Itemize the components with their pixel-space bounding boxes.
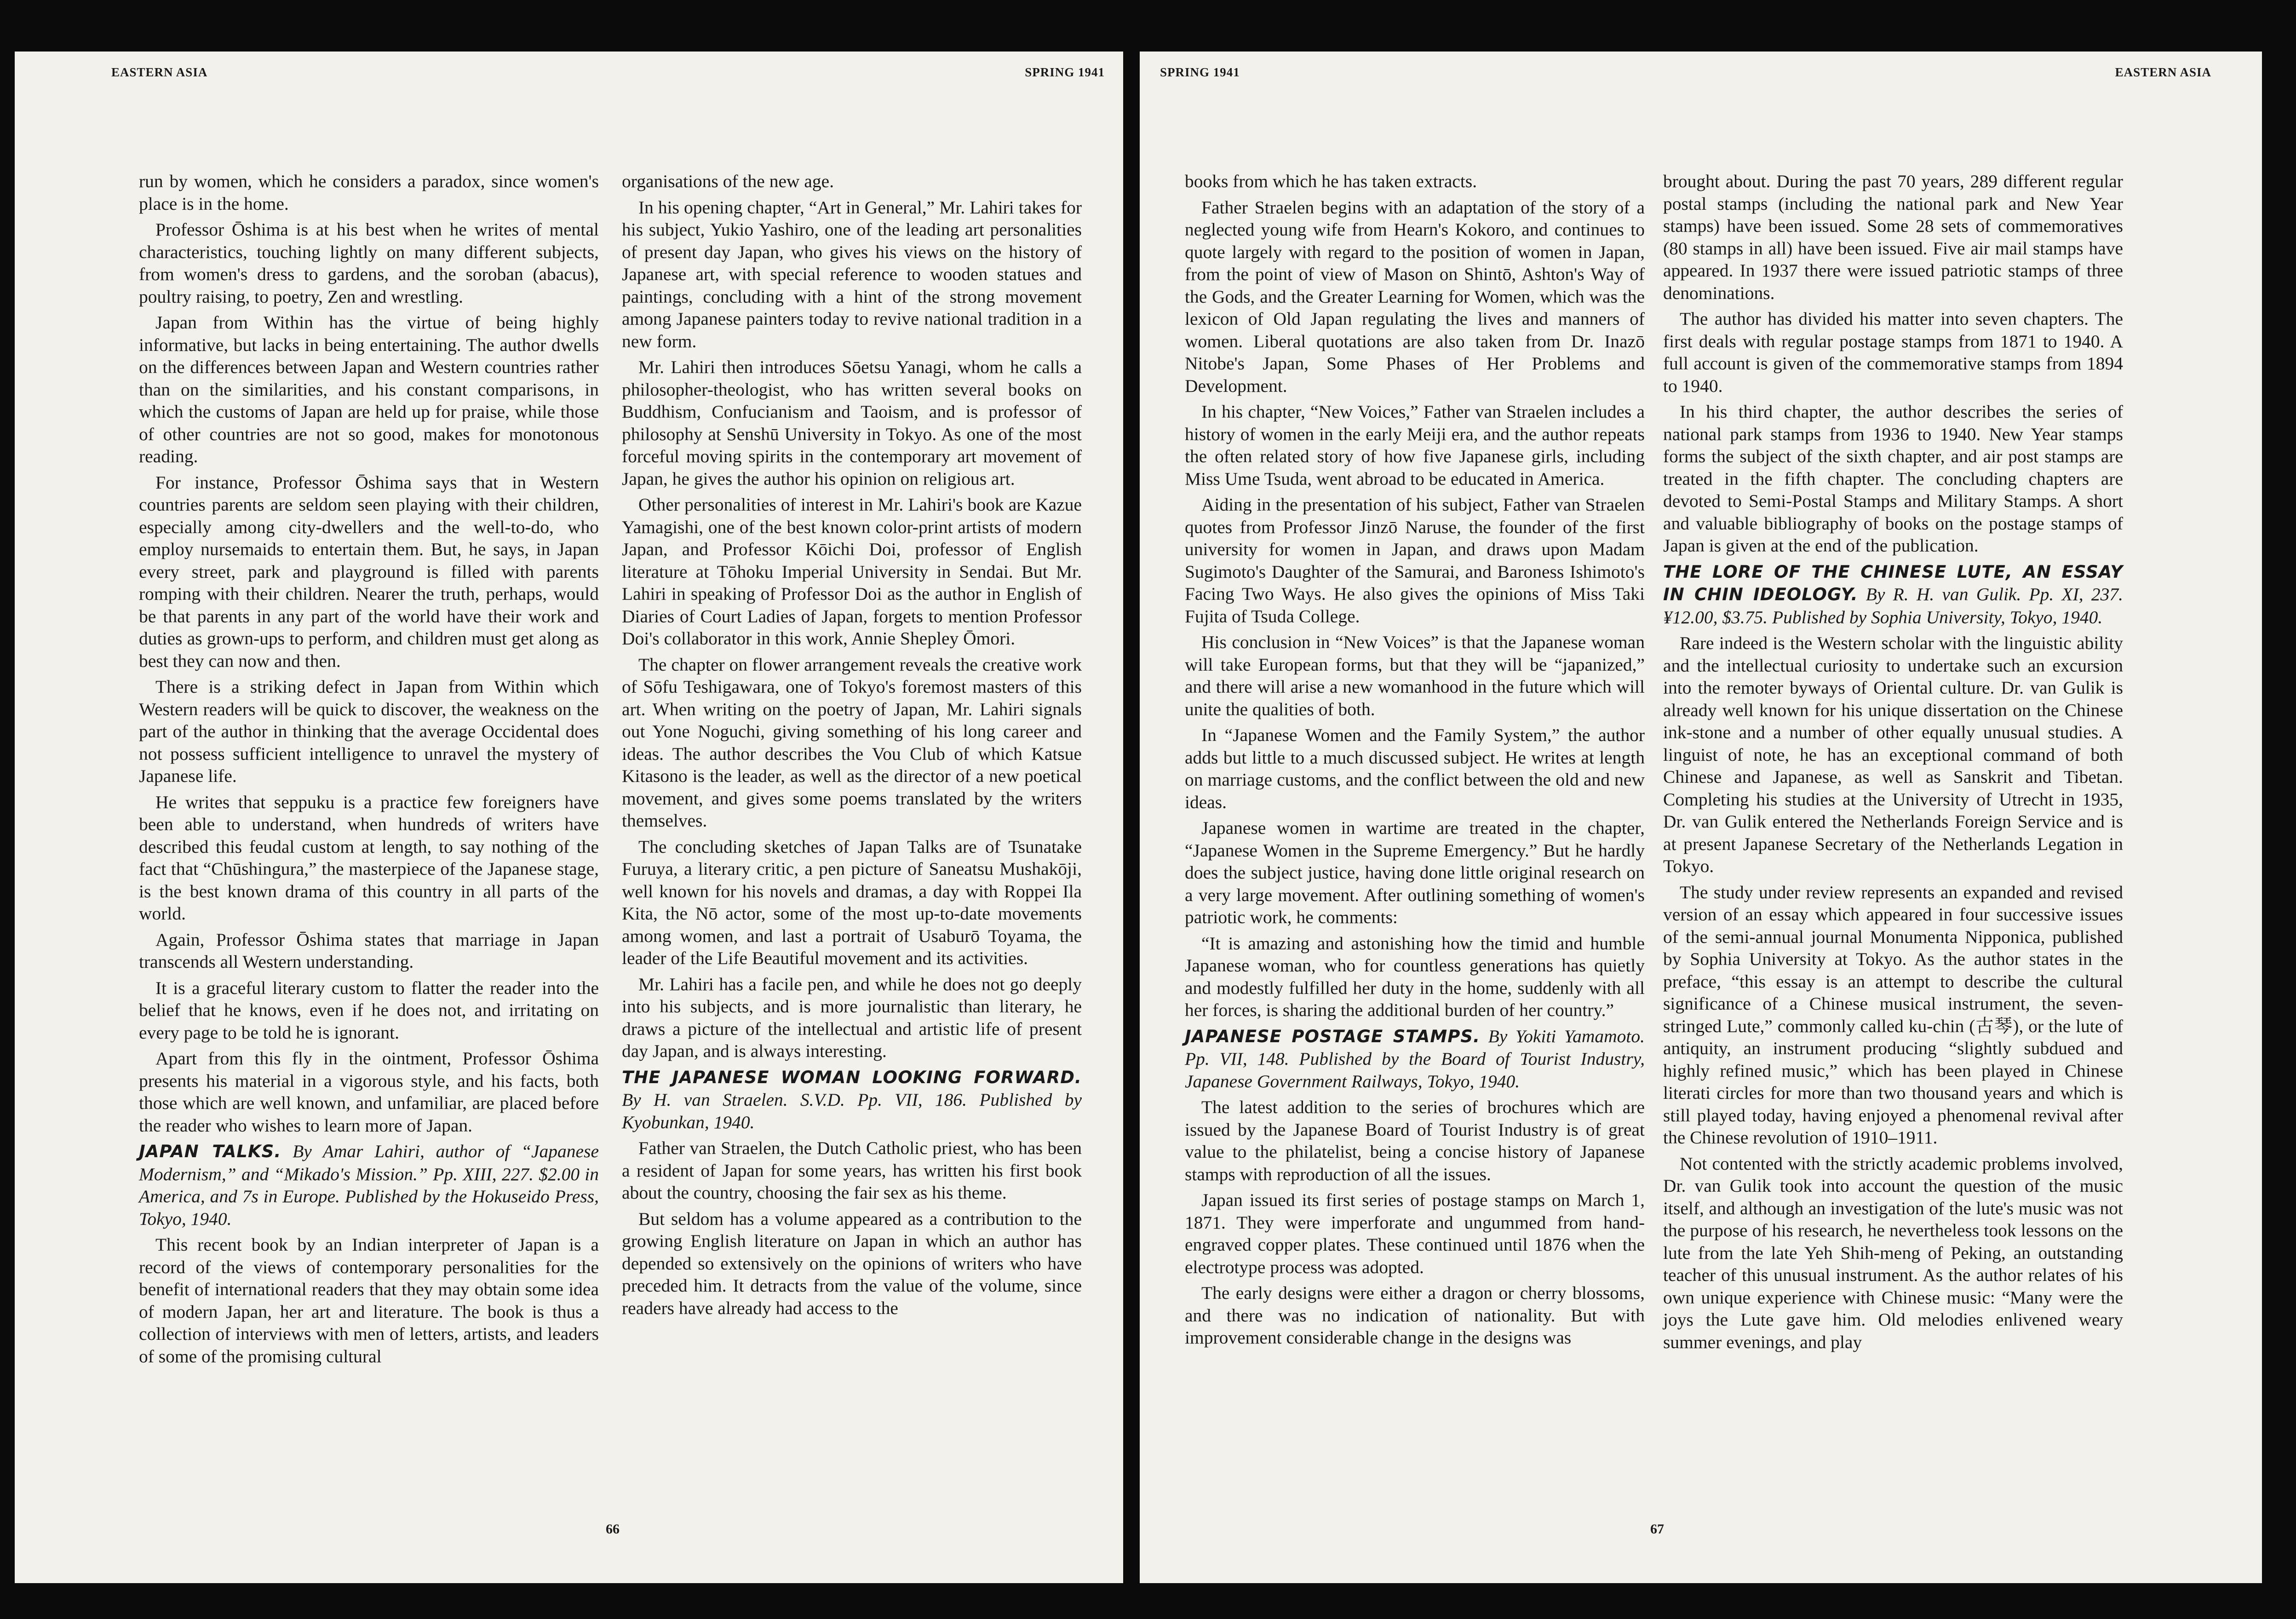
paragraph: Mr. Lahiri then introduces Sōetsu Yanagi, whom he calls a philosopher-theologist, who has written several books on Buddhism, Confucianism and Taoism, and is professor of philosophy at Senshū University in Tokyo. As one of the most forceful moving spirits in the contemporary art movement of Japan, he gives the author his opinion on religious art. [622,357,1082,489]
review-heading-japan-talks [139,1140,599,1230]
paragraph: In his chapter, “New Voices,” Father van Straelen includes a history of women in the early Meiji era, and the author repeats the often related story of how five Japanese girls, including Miss Ume Tsuda, went abroad to be educated in America. [1185,402,1645,489]
paragraph: Again, Professor Ōshima states that marriage in Japan transcends all Western understanding. [139,929,599,972]
paragraph: Not contented with the strictly academic problems involved, Dr. van Gulik took into account the question of the music itself, and although an investigation of the lute's music was not the purpose of his research, he nevertheless took lessons on the lute from the late Yeh Shih-meng of Peking, an outstanding teacher of this unusual instrument. As the author relates of his own unique experience with Chinese music: “Many were the joys the Lute gave him. Old melodies enlivened weary summer evenings, and play [1663,1153,2123,1352]
paragraph: It is a graceful literary custom to flatter the reader into the belief that he knows, even if he does not, and irritating on every page to be told he is ignorant. [139,977,599,1043]
running-head-right: EASTERN ASIA [2115,65,2211,79]
review-meta: By H. van Straelen. S.V.D. Pp. VII, 186. Published by Kyobunkan, 1940. [622,1090,1082,1132]
paragraph: This recent book by an Indian interpreter of Japan is a record of the views of contemporary personalities for the benefit of international readers that they may obtain some idea of modern Japan, her art and literature. The book is thus a collection of interviews with men of letters, artists, and leaders of some of the promising cultural [139,1234,599,1366]
paragraph: His conclusion in “New Voices” is that the Japanese woman will take European forms, but that they will be “japanized,” and there will arise a new womanhood in the future which will unite the qualities of both. [1185,632,1645,719]
paragraph: books from which he has taken extracts. [1185,171,1477,191]
running-head-left: EASTERN ASIA [111,65,208,79]
review-title: THE JAPANESE WOMAN LOOKING FORWARD. [622,1067,1082,1087]
paragraph: Japan from Within has the virtue of being highly informative, but lacks in being entertaining. The author dwells on the differences between Japan and Western countries rather than on the similarities, and his constant comparisons, in which the customs of Japan are held up for praise, while those of other countries are not so good, makes for monotonous reading. [139,312,599,466]
left-page-column-2 [622,170,1082,1323]
right-page-column-1 [1185,170,1645,1353]
paragraph: The chapter on flower arrangement reveals the creative work of Sōfu Teshigawara, one of Tokyo's foremost masters of this art. When writing on the poetry of Japan, Mr. Lahiri signals out Yone Noguchi, giving something of his long career and ideas. The author describes the Vou Club of which Katsue Kitasono is the leader, as well as the director of a new poetical movement, and gives some poems translated by the writers themselves. [622,654,1082,831]
paragraph: There is a striking defect in Japan from Within which Western readers will be quick to discover, the weakness on the part of the author in thinking that the average Occidental does not possess sufficient intelligence to unravel the mystery of Japanese life. [139,677,599,786]
review-meta: By Yokiti Yamamoto. Pp. VII, 148. Published by the Board of Tourist Industry, Japanese Government Railways, Tokyo, 1940. [1185,1026,1645,1091]
paragraph: The study under review represents an expanded and revised version of an essay which appeared in four successive issues of the semi-annual journal Monumenta Nipponica, published by Sophia University at Tokyo. As the author states in the preface, “this essay is an attempt to describe the cultural significance of a Chinese musical instrument, the seven-stringed Lute,” commonly called ku-chin (古琴), or the lute of antiquity, an instrument producing “slightly subdued and highly refined music,” which has been played in Chinese literati circles for more than two thousand years and which is still played today, having enjoyed a phenomenal revival after the Chinese revolution of 1910–1911. [1663,882,2123,1148]
left-page [15,52,1123,1583]
paragraph: “It is amazing and astonishing how the timid and humble Japanese woman, who for countless generations has quietly and modestly fulfilled her duty in the home, suddenly with all her forces, is sharing the additional burden of her country.” [1185,933,1645,1020]
right-page [1140,52,2262,1583]
paragraph: brought about. During the past 70 years, 289 different regular postal stamps (including the national park and New Year stamps) have been issued. Some 28 sets of commemoratives (80 stamps in all) have been issued. Five air mail stamps have appeared. In 1937 there were issued patriotic stamps of three denominations. [1663,171,2123,303]
review-heading-chinese-lute [1663,561,2123,629]
paragraph: run by women, which he considers a paradox, since women's place is in the home. [139,171,599,214]
paragraph: Father Straelen begins with an adaptation of the story of a neglected young wife from Hearn's Kokoro, and continues to quote largely with regard to the position of women in Japan, from the point of view of Mason on Shintō, Ashton's Way of the Gods, and the Greater Learning for Women, which was the lexicon of Old Japan regulating the lives and manners of women. Liberal quotations are also taken from Dr. Inazō Nitobe's Japan, Some Phases of Her Problems and Development. [1185,197,1645,396]
paragraph: Rare indeed is the Western scholar with the linguistic ability and the intellectual curiosity to undertake such an excursion into the remoter byways of Oriental culture. Dr. van Gulik is already well known for his unique dissertation on the Chinese ink-stone and a number of other equally unusual studies. A linguist of note, he has an exceptional command of both Chinese and Japanese, as well as Sanskrit and Tibetan. Completing his studies at the University of Utrecht in 1935, Dr. van Gulik entered the Netherlands Foreign Service and is at present Japanese Secretary of the Netherlands Legation in Tokyo. [1663,633,2123,876]
paragraph: But seldom has a volume appeared as a contribution to the growing English literature on Japan in which an author has depended so extensively on the opinions of writers who have preceded him. It detracts from the value of the volume, since readers have already had access to the [622,1208,1082,1318]
paragraph: The concluding sketches of Japan Talks are of Tsunatake Furuya, a literary critic, a pen picture of Saneatsu Mushakōji, well known for his novels and dramas, a day with Roppei Ila Kita, the Nō actor, some of the most up-to-date movements among women, and last a portrait of Usaburō Toyama, the leader of the Life Beautiful movement and its activities. [622,836,1082,968]
paragraph: Aiding in the presentation of his subject, Father van Straelen quotes from Professor Jinzō Naruse, the founder of the first university for women in Japan, and draws upon Madam Sugimoto's Daughter of the Samurai, and Baroness Ishimoto's Facing Two Ways. He also gives the opinions of Miss Taki Fujita of Tsuda College. [1185,494,1645,626]
review-title: JAPAN TALKS. [139,1142,281,1161]
paragraph: Other personalities of interest in Mr. Lahiri's book are Kazue Yamagishi, one of the best known color-print artists of modern Japan, and Professor Kōichi Doi, professor of English literature at Tōhoku Imperial University in Sendai. But Mr. Lahiri in speaking of Professor Doi as the author in English of Diaries of Court Ladies of Japan, forgets to mention Professor Doi's collaborator in this work, Annie Shepley Ōmori. [622,494,1082,649]
running-head-left: SPRING 1941 [1160,65,1240,79]
paragraph: Professor Ōshima is at his best when he writes of mental characteristics, touching lightly on many different subjects, from women's dress to gardens, and the soroban (abacus), poultry raising, to poetry, Zen and wrestling. [139,219,599,307]
paragraph: For instance, Professor Ōshima says that in Western countries parents are seldom seen playing with their children, especially among city-dwellers and the well-to-do, who employ nursemaids to entertain them. But, he says, in Japan every street, park and playground is filled with parents romping with their children. Nearer the truth, perhaps, would be that parents in any part of the world have their work and duties as grown-ups to perform, and children must get along as best they can now and then. [139,472,599,671]
paragraph: In his opening chapter, “Art in General,” Mr. Lahiri takes for his subject, Yukio Yashiro, one of the leading art personalities of present day Japan, who gives his views on the history of Japanese art, with special reference to wooden statues and paintings, concluding with a hint of the strong movement among Japanese painters today to revive national tradition in a new form. [622,197,1082,351]
paragraph: The early designs were either a dragon or cherry blossoms, and there was no indication of nationality. But with improvement considerable change in the designs was [1185,1283,1645,1348]
paragraph: The author has divided his matter into seven chapters. The first deals with regular postage stamps from 1871 to 1940. A full account is given of the commemorative stamps from 1894 to 1940. [1663,309,2123,396]
page-number: 66 [606,1521,620,1537]
paragraph: In his third chapter, the author describes the series of national park stamps from 1936 to 1940. New Year stamps forms the subject of the sixth chapter, and air post stamps are treated in the fifth chapter. The concluding chapters are devoted to Semi-Postal Stamps and Military Stamps. A short and valuable bibliography of books on the postage stamps of Japan is given at the end of the publication. [1663,402,2123,556]
paragraph: Father van Straelen, the Dutch Catholic priest, who has been a resident of Japan for some years, has written his first book about the country, choosing the fair sex as his theme. [622,1138,1082,1203]
paragraph: organisations of the new age. [622,171,834,191]
paragraph: Mr. Lahiri has a facile pen, and while he does not go deeply into his subjects, and is more journalistic than literary, he draws a picture of the intellectual and artistic life of present day Japan, and is always interesting. [622,974,1082,1061]
review-title: JAPANESE POSTAGE STAMPS. [1185,1026,1481,1046]
paragraph: The latest addition to the series of brochures which are issued by the Japanese Board of Tourist Industry is of great value to the philatelist, being a concise history of Japanese stamps with reproduction of all the issues. [1185,1097,1645,1184]
paragraph: He writes that seppuku is a practice few foreigners have been able to understand, when hundreds of writers have described this feudal custom at length, to say nothing of the fact that “Chūshingura,” the masterpiece of the Japanese stage, is the best known drama of this country in all parts of the world. [139,792,599,924]
left-page-column-1 [139,170,599,1371]
paragraph: Japanese women in wartime are treated in the chapter, “Japanese Women in the Supreme Emergency.” But he hardly does the subject justice, having done little original research on a very large movement. After outlining something of women's patriotic work, he comments: [1185,818,1645,927]
paragraph: Apart from this fly in the ointment, Professor Ōshima presents his material in a vigorous style, and his facts, both those which are well known, and unfamiliar, are placed before the reader who wishes to learn more of Japan. [139,1048,599,1136]
review-meta: By R. H. van Gulik. Pp. XI, 237. ¥12.00, $3.75. Published by Sophia University, Tokyo, 1940. [1663,584,2124,627]
review-heading-japanese-woman [622,1066,1082,1134]
review-title: THE LORE OF THE CHINESE LUTE, AN ESSAY IN CHIN IDEOLOGY. [1663,562,2123,604]
paragraph: Japan issued its first series of postage stamps on March 1, 1871. They were imperforate and ungummed from hand-engraved copper plates. These continued until 1876 when the electrotype process was adopted. [1185,1190,1645,1277]
review-meta: By Amar Lahiri, author of “Japanese Modernism,” and “Mikado's Mission.” Pp. XIII, 227. $2.00 in America, and 7s in Europe. Published by the Hokuseido Press, Tokyo, 1940. [139,1141,599,1229]
right-page-column-2 [1663,170,2123,1357]
review-heading-postage-stamps [1185,1025,1645,1093]
paragraph: In “Japanese Women and the Family System,” the author adds but little to a much discussed subject. He writes at length on marriage customs, and the conflict between the old and new ideas. [1185,725,1645,812]
running-head-right: SPRING 1941 [1025,65,1105,79]
page-number: 67 [1650,1521,1664,1537]
